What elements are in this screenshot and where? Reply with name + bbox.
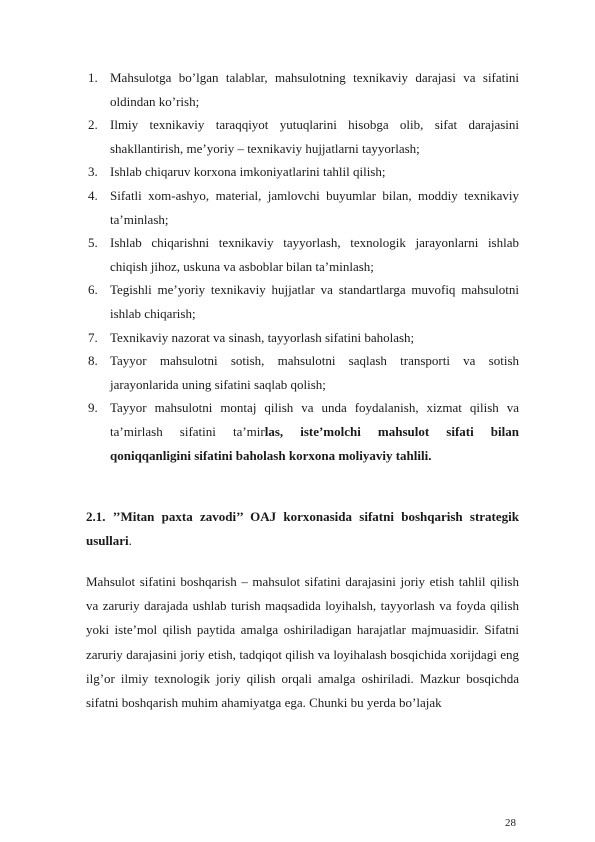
list-item-text: Tayyor mahsulotni montaj qilish va unda foydalanish, xizmat qilish va ta’mirlash sifatini ta’mir xyxy=(110,400,519,439)
list-item xyxy=(88,66,519,113)
list-item-bold-text: las, iste’molchi mahsulot sifati bilan qoniqqanligini sifatini baholash korxona moliyaviy tahlili. xyxy=(110,423,519,463)
section-heading-suffix: . xyxy=(128,533,132,548)
list-item-text: Ishlab chiqarishni texnikaviy tayyorlash, texnologik jarayonlarni ishlab chiqish jihoz, uskuna va asboblar bilan ta’minlash; xyxy=(110,235,519,274)
list-item xyxy=(88,184,519,231)
list-item xyxy=(88,278,519,325)
list-item xyxy=(88,349,519,396)
list-item-text: Ishlab chiqaruv korxona imkoniyatlarini tahlil qilish; xyxy=(110,164,386,180)
list-number: 6. xyxy=(88,282,98,298)
list-item xyxy=(88,326,519,350)
list-number: 8. xyxy=(88,353,98,369)
section-heading xyxy=(86,505,519,553)
list-item-text: Mahsulotga bo’lgan talablar, mahsulotning texnikaviy darajasi va sifatini oldindan ko’rish; xyxy=(110,70,519,109)
body-paragraph: Mahsulot sifatini boshqarish – mahsulot sifatini darajasini joriy etish tahlil qilish va zaruriy darajada ushlab turish maqsadida loyihalsh, tayyorlash va foyda qilish yoki iste’mol qilish paytida amalga oshiriladigan harajatlar majmuasidir. Sifatni zaruriy darajasini joriy etish, tadqiqot qilish va loyihalash bosqichida xorijdagi eng ilg’or ilmiy texnologik joriy qilish orqali amalga oshiriladi. Mazkur bosqichda sifatni boshqarish muhim ahamiyatga ega. Chunki bu yerda bo’lajak xyxy=(86,574,519,711)
page-number: 28 xyxy=(505,817,516,829)
list-item-text: Texnikaviy nazorat va sinash, tayyorlash sifatini baholash; xyxy=(110,329,415,345)
list-item-text: Tayyor mahsulotni sotish, mahsulotni saqlash transporti va sotish jarayonlarida uning sifatini saqlab qolish; xyxy=(110,353,519,392)
list-number: 4. xyxy=(88,187,98,203)
list-item-text: Ilmiy texnikaviy taraqqiyot yutuqlarini hisobga olib, sifat darajasini shakllantirish, me’yoriy – texnikaviy hujjatlarni tayyorlash; xyxy=(110,117,519,156)
requirements-list xyxy=(88,66,519,467)
list-item xyxy=(88,160,519,184)
section-heading-text: 2.1. ’’Mitan paxta zavodi’’ OAJ korxonasida sifatni boshqarish strategik usullari xyxy=(86,509,519,548)
list-item-text: Sifatli xom-ashyo, material, jamlovchi buyumlar bilan, moddiy texnikaviy ta’minlash; xyxy=(110,187,519,227)
list-number: 2. xyxy=(88,117,98,133)
list-number: 7. xyxy=(88,329,98,345)
list-number: 5. xyxy=(88,235,98,251)
list-item-text: Tegishli me’yoriy texnikaviy hujjatlar va standartlarga muvofiq mahsulotni ishlab chiqarish; xyxy=(110,282,519,321)
list-item xyxy=(88,396,519,467)
list-number: 3. xyxy=(88,164,98,180)
list-number: 9. xyxy=(88,400,98,416)
list-item xyxy=(88,113,519,160)
list-number: 1. xyxy=(88,70,98,85)
list-item xyxy=(88,231,519,278)
